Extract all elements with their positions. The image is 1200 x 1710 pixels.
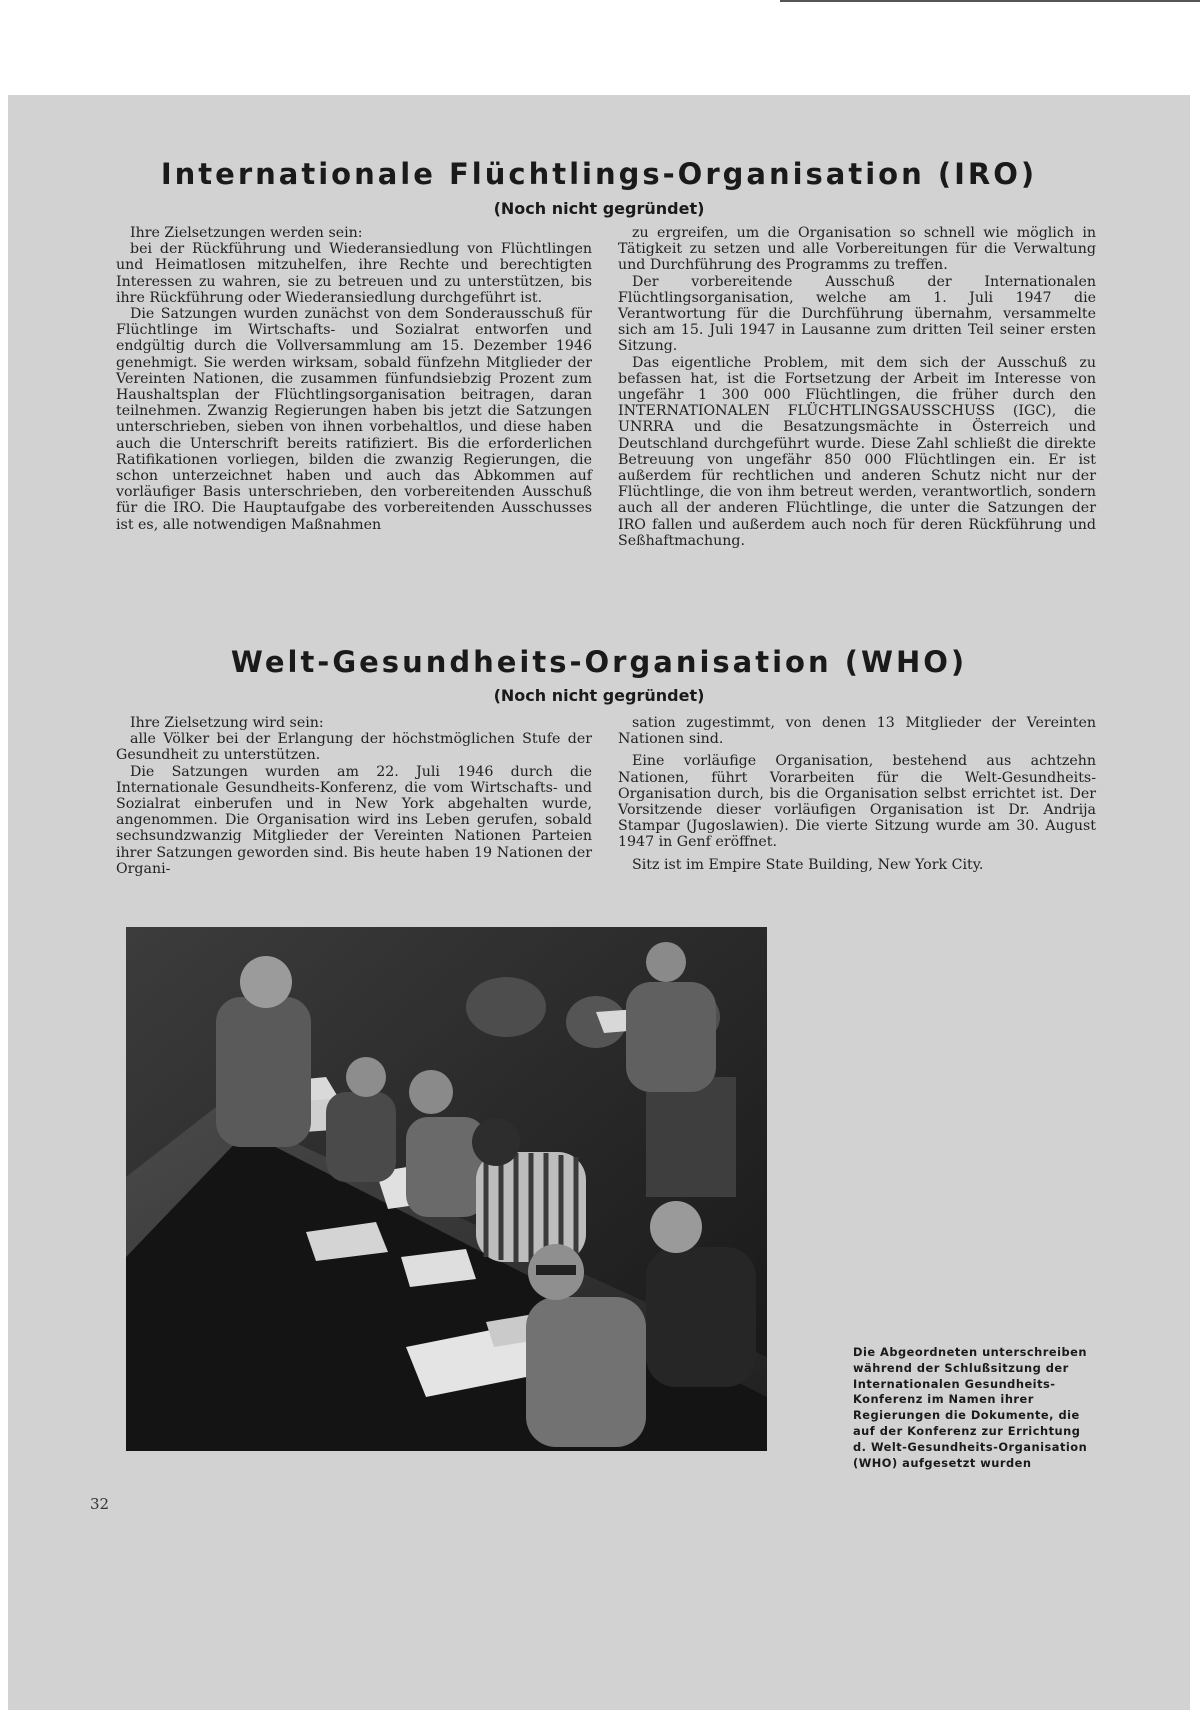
who-right-paragraph: sation zugestimmt, von denen 13 Mitglieder der Vereinten Nationen sind. xyxy=(618,715,1096,748)
who-right-paragraph: Eine vorläufige Organisation, bestehend aus achtzehn Nationen, führt Vorarbeiten für die Welt-Gesundheits-Organisation durch, bis die Organisation selbst errichtet ist. Der Vorsitzende dieser vorläufigen Organisation ist Dr. Andrija Stampar (Jugoslawien). Die vierte Sitzung wurde am 30. August 1947 in Genf eröffnet. xyxy=(618,753,1096,851)
iro-left-paragraph: Ihre Zielsetzungen werden sein: xyxy=(130,225,363,241)
top-border-rule xyxy=(780,0,1200,2)
magazine-page xyxy=(8,95,1190,1710)
who-right-paragraph: Sitz ist im Empire State Building, New York City. xyxy=(632,856,984,873)
iro-left-paragraph: Die Satzungen wurden zunächst von dem Sonderausschuß für Flüchtlinge im Wirtschafts- und Sozialrat entworfen und endgültig durch die Vollversammlung am 15. Dezember 1946 genehmigt. Sie werden wirksam, sobald fünfzehn Mitglieder der Vereinten Nationen, die zusammen fünfundsiebzig Prozent zum Haushaltsplan der Flüchtlingsorganisation beitragen, daran teilnehmen. Zwanzig Regierungen haben bis jetzt die Satzungen unterschrieben, sieben von ihnen vorbehaltlos, und diese haben auch die Unterschrift bereits ratifiziert. Bis die erforderlichen Ratifikationen vorliegen, bilden die zwanzig Regierungen, die schon unterzeichnet haben und auch das Abkommen auf vorläufiger Basis unterschrieben, den vorbereitenden Ausschuß für die IRO. Die Hauptaufgabe des vorbereitenden Ausschusses ist es, alle notwendigen Maßnahmen xyxy=(116,306,592,533)
iro-subtitle: (Noch nicht gegründet) xyxy=(493,199,705,218)
iro-right-paragraph: Der vorbereitende Ausschuß der Internationalen Flüchtlingsorganisation, welche am 1. Juli 1947 die Verantwortung für die Durchführung übernahm, versammelte sich am 15. Juli 1947 in Lausanne zum dritten Teil seiner ersten Sitzung. xyxy=(618,273,1096,355)
who-subtitle: (Noch nicht gegründet) xyxy=(493,686,705,705)
iro-title: Internationale Flüchtlings-Organisation (IRO) xyxy=(160,157,1038,191)
iro-right-column xyxy=(618,225,1096,549)
who-left-paragraph: Die Satzungen wurden am 22. Juli 1946 durch die Internationale Gesundheits-Konferenz, die vom Wirtschafts- und Sozialrat einberufen und in New York abgehalten wurde, angenommen. Die Organisation wird ins Leben gerufen, sobald sechsundzwanzig Mitglieder der Vereinten Nationen Parteien ihrer Satzungen geworden sind. Bis heute haben 19 Nationen der Organi- xyxy=(116,763,592,877)
who-left-paragraph: alle Völker bei der Erlangung der höchstmöglichen Stufe der Gesundheit zu unterstützen. xyxy=(116,731,592,764)
conference-photo xyxy=(126,927,767,1451)
who-right-column xyxy=(618,715,1096,873)
iro-right-paragraph: zu ergreifen, um die Organisation so schnell wie möglich in Tätigkeit zu setzen und alle Vorbereitungen für die Verwaltung und Durchführung des Programms zu treffen. xyxy=(618,225,1096,274)
iro-left-paragraph: bei der Rückführung und Wiederansiedlung von Flüchtlingen und Heimatlosen mitzuhelfen, ihre Rechte und berechtigten Interessen zu wahren, sie zu betreuen und zu unterstützen, bis ihre Rückführung oder Wiederansiedlung durchgeführt ist. xyxy=(116,241,592,306)
iro-left-column xyxy=(116,225,592,533)
conference-photo-illustration xyxy=(126,927,767,1451)
photo-caption: Die Abgeordneten unterschreiben während der Schlußsitzung der Internationalen Gesundheits-Konferenz im Namen ihrer Regierungen die Dokumente, die auf der Konferenz zur Errichtung d. Welt-Gesundheits-Organisation (WHO) aufgesetzt wurden xyxy=(853,1345,1088,1470)
who-left-paragraph: Ihre Zielsetzung wird sein: xyxy=(130,715,324,731)
page-number: 32 xyxy=(90,1495,110,1513)
who-left-column xyxy=(116,715,592,877)
iro-right-paragraph: Das eigentliche Problem, mit dem sich der Ausschuß zu befassen hat, ist die Fortsetzung der Arbeit im Interesse von ungefähr 1 300 000 Flüchtlingen, die früher durch den INTERNATIONALEN FLÜCHTLINGSAUSSCHUSS (IGC), die UNRRA und die Besatzungsmächte in Österreich und Deutschland durchgeführt wurde. Diese Zahl schließt die direkte Betreuung von ungefähr 850 000 Flüchtlingen ein. Er ist außerdem für rechtlichen und anderen Schutz nicht nur der Flüchtlinge, die von ihm betreut werden, verantwortlich, sondern auch all der anderen Flüchtlinge, die unter die Satzungen der IRO fallen und außerdem auch noch für deren Rückführung und Seßhaftmachung. xyxy=(618,354,1096,549)
who-title: Welt-Gesundheits-Organisation (WHO) xyxy=(230,645,968,679)
